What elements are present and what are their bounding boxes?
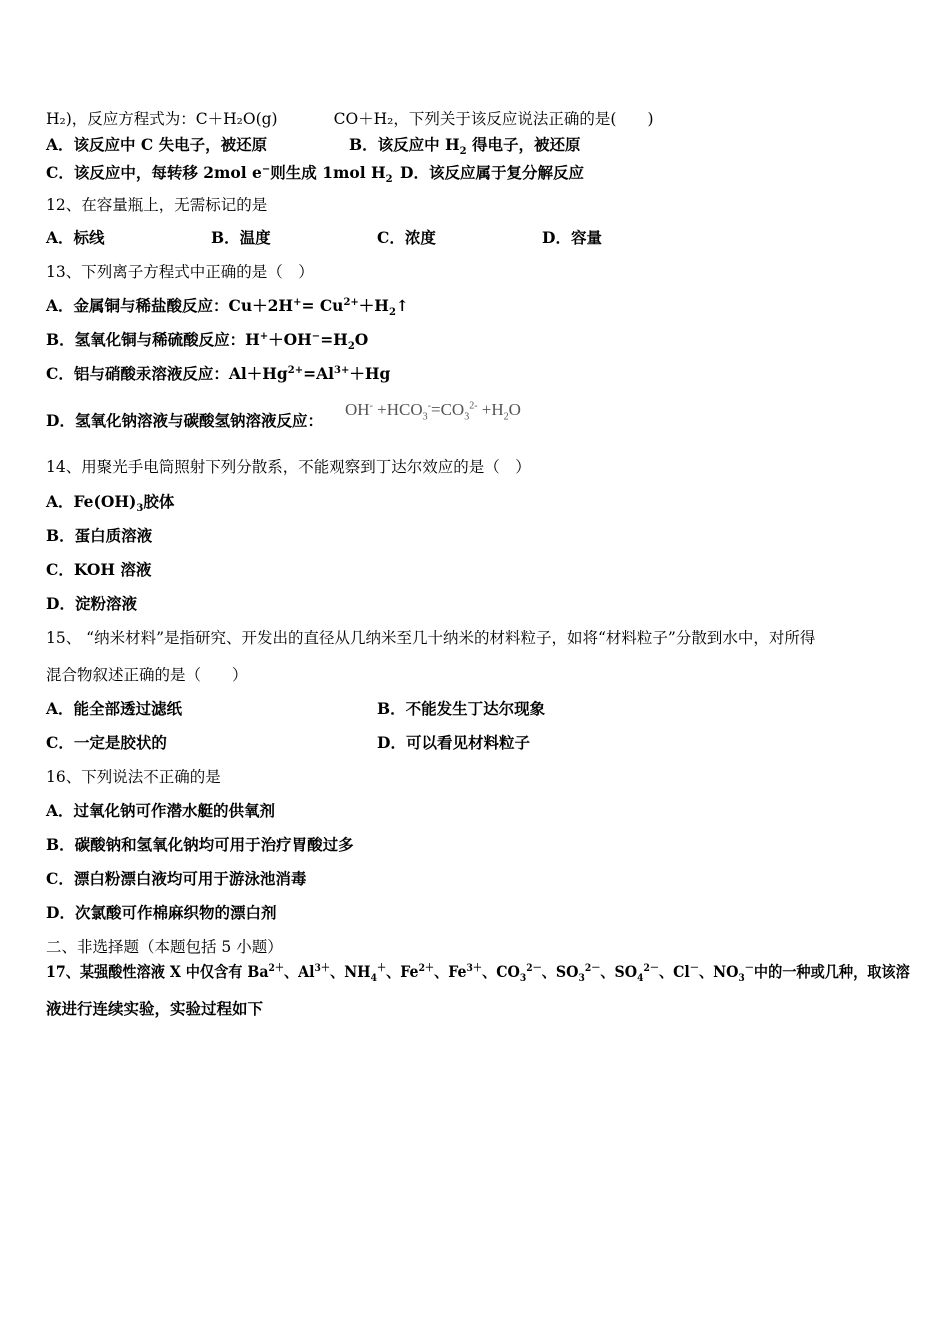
q11-option-c: C．该反应中，每转移 2mol e−则生成 1mol $H_2$ (46, 163, 393, 186)
q15-option-b: B．不能发生丁达尔现象 (377, 699, 546, 718)
q11-stem-part2: CO＋H₂，下列关于该反应说法正确的是( ) (333, 110, 654, 128)
q15-stem-line1: 15、 “纳米材料”是指研究、开发出的直径从几纳米至几十纳米的材料粒子，如将“材料粒子”分散到水中，对所得 (46, 629, 816, 647)
q14-option-d: D．淀粉溶液 (46, 594, 137, 613)
q11-stem (46, 109, 654, 129)
q15-option-c: C．一定是胶状的 (46, 733, 167, 752)
q17-stem-line2: 液进行连续实验，实验过程如下 (46, 999, 264, 1018)
q13-option-a: A．金属铜与稀盐酸反应：$Cu+2H^+= Cu^{2+}+H_2↑$ (46, 296, 409, 319)
q12-option-a: A．标线 (46, 228, 105, 247)
q16-option-b: B．碳酸钠和氢氧化钠均可用于治疗胃酸过多 (46, 835, 354, 854)
q12-option-b: B．温度 (211, 228, 271, 247)
q15-options-row1 (46, 699, 906, 719)
q13-option-d: D．氢氧化钠溶液与碳酸氢钠溶液反应： (46, 411, 323, 430)
q12-stem: 12、在容量瓶上，无需标记的是 (46, 196, 268, 214)
q16-stem: 16、下列说法不正确的是 (46, 768, 221, 786)
q15-stem-line2: 混合物叙述正确的是（ ） (46, 666, 248, 684)
q13-stem: 13、下列离子方程式中正确的是（ ） (46, 263, 314, 281)
q16-option-a: A．过氧化钠可作潜水艇的供氧剂 (46, 801, 276, 820)
q16-option-c: C．漂白粉漂白液均可用于游泳池消毒 (46, 869, 307, 888)
q14-stem: 14、用聚光手电筒照射下列分散系，不能观察到丁达尔效应的是（ ） (46, 458, 531, 476)
q11-stem-part1: H₂)，反应方程式为：C＋H₂O(g) (46, 110, 278, 128)
q15-option-a: A．能全部透过滤纸 (46, 699, 183, 718)
q14-option-b: B．蛋白质溶液 (46, 526, 153, 545)
q15-option-d: D．可以看见材料粒子 (377, 733, 530, 752)
q13-option-b: B．氢氧化铜与稀硫酸反应：$H^++OH^-=H_2O$ (46, 330, 369, 353)
q13-option-c: C．铝与硝酸汞溶液反应：$Al+Hg^{2+}=Al^{3+}+Hg$ (46, 364, 391, 383)
q17-stem-line1: 17、某强酸性溶液 X 中仅含有 $Ba^{2+}$、$Al^{3+}$、$NH_4^+$、$Fe^{2+}$、$Fe^{3+}$、$CO_3^{2-}$、$SO_3^{2-}$、$SO_4^{2-}$、Cl－、$NO_3^-$中的一种或几种，取该溶 (46, 962, 910, 985)
q11-option-d: D．该反应属于复分解反应 (400, 163, 584, 182)
q11-option-b: B．该反应中 $H_2$ 得电子，被还原 (349, 135, 581, 158)
q16-option-d: D．次氯酸可作棉麻织物的漂白剂 (46, 903, 277, 922)
q11-options-row2 (46, 163, 584, 186)
q11-options-row1 (46, 135, 581, 158)
q11-option-a: A．该反应中 C 失电子，被还原 (46, 135, 268, 154)
q14-option-c: C．KOH 溶液 (46, 560, 152, 579)
q12-option-d: D．容量 (542, 228, 602, 247)
section-title: 二、非选择题（本题包括 5 小题） (46, 938, 283, 956)
q12-options (46, 228, 906, 248)
q15-options-row2 (46, 733, 906, 753)
q13-option-d-formula: $OH^- +HCO_3^-=CO_3^{2-} +H_2O$ (345, 400, 521, 423)
q14-option-a: A．$Fe(OH)_3$胶体 (46, 492, 175, 515)
q12-option-c: C．浓度 (377, 228, 436, 247)
